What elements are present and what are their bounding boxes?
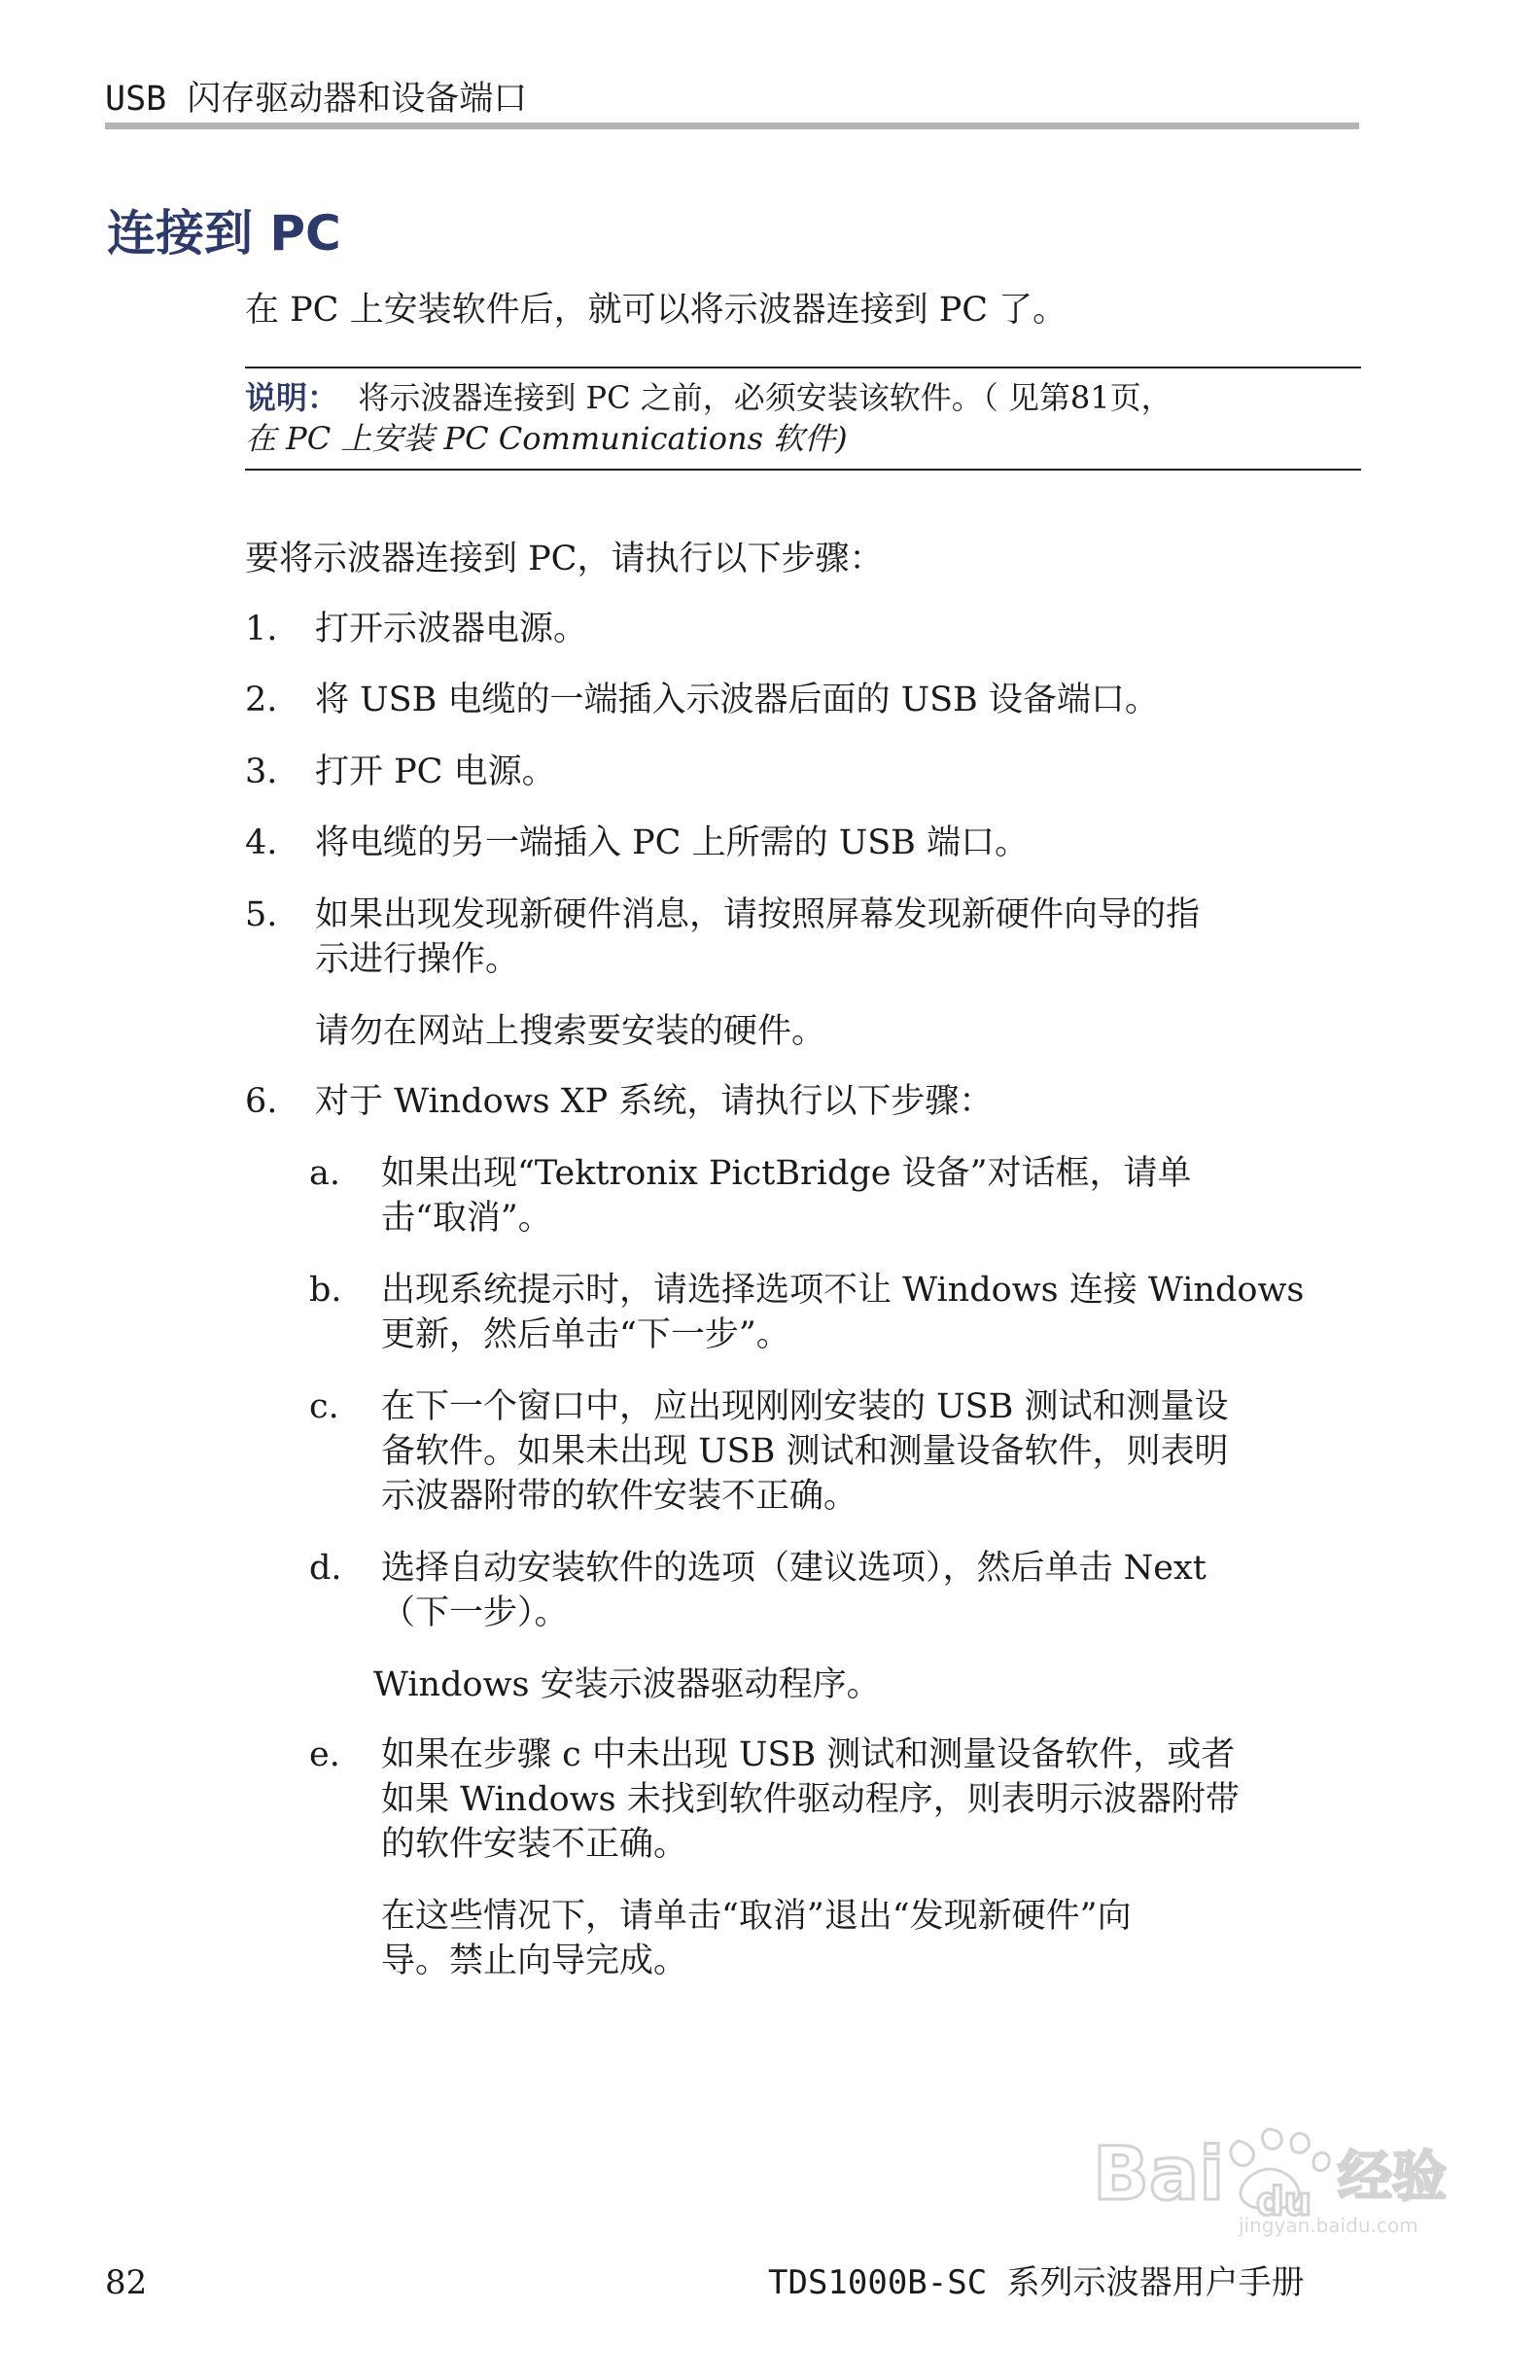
intro-paragraph: 在 PC 上安装软件后，就可以将示波器连接到 PC 了。 — [245, 291, 1068, 330]
step-text: 将 USB 电缆的一端插入示波器后面的 USB 设备端口。 — [315, 681, 1159, 719]
step-text: 将电缆的另一端插入 PC 上所需的 USB 端口。 — [315, 823, 1030, 862]
step-note: 请勿在网站上搜索要安装的硬件。 — [315, 1012, 826, 1051]
svg-text:Bai: Bai — [1093, 2130, 1225, 2217]
step-text: 如果出现发现新硬件消息，请按照屏幕发现新硬件向导的指 — [315, 895, 1201, 934]
step-text: 示进行操作。 — [315, 940, 520, 979]
substep-text: 示波器附带的软件安装不正确。 — [381, 1477, 858, 1516]
substep-letter: d. — [309, 1549, 342, 1588]
substep-text: 在下一个窗口中，应出现刚刚安装的 USB 测试和测量设 — [381, 1387, 1229, 1426]
running-header: USB 闪存驱动器和设备端口 — [105, 80, 528, 119]
page-number: 82 — [105, 2263, 148, 2302]
substep-letter: c. — [309, 1387, 339, 1426]
substep-letter: b. — [309, 1271, 342, 1310]
substep-letter: e. — [309, 1735, 340, 1774]
step-text: 打开示波器电源。 — [315, 610, 588, 648]
manual-title: TDS1000B-SC 系列示波器用户手册 — [768, 2263, 1305, 2302]
svg-text:经验: 经验 — [1338, 2146, 1447, 2209]
substep-text: 备软件。如果未出现 USB 测试和测量设备软件，则表明 — [381, 1432, 1229, 1471]
baidu-jingyan-watermark-logo — [1093, 2121, 1462, 2238]
substep-letter: a. — [309, 1154, 340, 1193]
svg-text:du: du — [1256, 2180, 1312, 2224]
step-number: 6. — [245, 1082, 278, 1121]
header-rule — [105, 122, 1359, 129]
substep-text: 选择自动安装软件的选项（建议选项），然后单击 Next — [381, 1549, 1207, 1588]
steps-lead: 要将示波器连接到 PC，请执行以下步骤： — [245, 540, 884, 578]
note-label: 说明： — [245, 379, 339, 416]
substep-text: 如果 Windows 未找到软件驱动程序，则表明示波器附带 — [381, 1780, 1240, 1819]
step-number: 5. — [245, 895, 278, 934]
section-title: 连接到 PC — [107, 205, 341, 262]
step-number: 2. — [245, 681, 278, 719]
note-top-rule — [245, 367, 1361, 368]
step-number: 4. — [245, 823, 278, 862]
substep-note-line: 导。禁止向导完成。 — [381, 1942, 688, 1980]
note-reference: 在 PC 上安装 PC Communications 软件) — [245, 420, 848, 457]
svg-text:jingyan.baidu.com: jingyan.baidu.com — [1239, 2214, 1418, 2237]
substep-text: 出现系统提示时，请选择选项不让 Windows 连接 Windows — [381, 1271, 1305, 1310]
substep-text: 如果出现“Tektronix PictBridge 设备”对话框，请单 — [381, 1154, 1192, 1193]
substep-text: 的软件安装不正确。 — [381, 1825, 688, 1864]
substep-note: Windows 安装示波器驱动程序。 — [373, 1665, 881, 1704]
step-text: 打开 PC 电源。 — [315, 752, 556, 791]
substep-text: 击“取消”。 — [381, 1199, 552, 1238]
note-box — [245, 377, 1361, 459]
substep-text: 更新，然后单击“下一步”。 — [381, 1315, 790, 1354]
step-number: 1. — [245, 610, 278, 648]
note-bottom-rule — [245, 469, 1361, 471]
substep-text: （下一步）。 — [381, 1593, 569, 1632]
step-number: 3. — [245, 752, 278, 791]
substep-note — [381, 1894, 1132, 1983]
substep-text: 如果在步骤 c 中未出现 USB 测试和测量设备软件，或者 — [381, 1735, 1236, 1774]
note-text: 将示波器连接到 PC 之前，必须安装该软件。（ 见第81页， — [358, 379, 1172, 416]
step-text: 对于 Windows XP 系统，请执行以下步骤： — [315, 1082, 994, 1121]
substep-note-line: 在这些情况下，请单击“取消”退出“发现新硬件”向 — [381, 1897, 1132, 1936]
